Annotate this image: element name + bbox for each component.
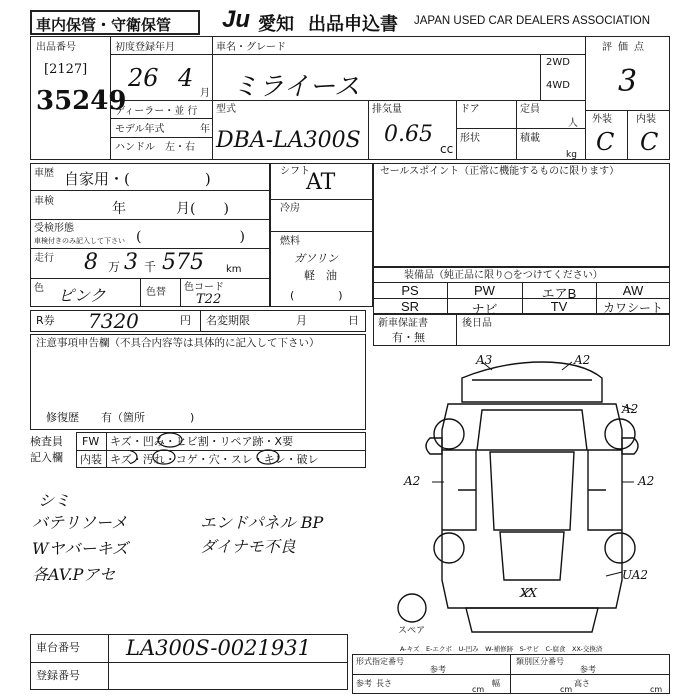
reg-month: 4 (178, 64, 194, 92)
diagram-ua2: UA2 (622, 568, 649, 582)
rating-score: 3 (618, 64, 638, 99)
equip-sr: SR (400, 299, 420, 314)
displacement-unit: cc (440, 142, 454, 156)
form-title: 出品申込書 (308, 14, 398, 34)
color-label: 色 (34, 283, 44, 294)
inspector-inner: 内装 (80, 453, 102, 466)
diagram-xx: XX (520, 586, 538, 600)
color-code-value: T22 (196, 292, 222, 307)
length-label: 長さ (376, 679, 392, 688)
inspection-month: 月( ) (176, 201, 229, 217)
inspector-label-1: 検査員 (30, 435, 63, 448)
note-line-6: 各AV.Pアセ (32, 565, 116, 584)
drive-2wd: 2WD (546, 57, 570, 68)
note-line-5: ダイナモ不良 (200, 537, 296, 556)
car-diagram (372, 350, 672, 650)
model-designation-label: 形式指定番号 (356, 657, 404, 666)
lot-label: 出品番号 (36, 42, 76, 53)
history-label: 車歴 (34, 168, 54, 179)
inspector-row-2: キズ・汚れ・コゲ・穴・スレ・キレ・破レ (110, 453, 319, 466)
chassis-value: LA300S-0021931 (126, 636, 311, 660)
category-label: 類別区分番号 (516, 657, 564, 666)
length-unit: cm (472, 685, 485, 694)
note-line-3: エンドパネル BP (200, 513, 324, 532)
fuel-gas: ガソリン (294, 252, 338, 265)
equip-tv: TV (550, 299, 568, 314)
handle-label: ハンドル 左・右 (115, 142, 195, 153)
notes-label: 注意事項申告欄（不具合内容等は具体的に記入して下さい） (36, 337, 320, 349)
association-name: JAPAN USED CAR DEALERS ASSOCIATION (414, 15, 651, 27)
mileage-sen-unit: 千 (144, 260, 157, 274)
inspector-label-2: 記入欄 (30, 451, 63, 464)
mileage-rest: 575 (162, 250, 204, 275)
shift-label: シフト (280, 166, 310, 177)
mileage-sen: 3 (124, 250, 138, 275)
equip-airbag: エアB (541, 286, 577, 301)
car-name-label: 車名・グレード (216, 42, 286, 53)
sales-points-block (373, 163, 670, 267)
drive-4wd: 4WD (546, 80, 570, 91)
warranty-label: 新車保証書 (378, 318, 428, 329)
reg-month-unit: 月 (200, 88, 210, 99)
diagram-a2-left: A2 (404, 474, 421, 488)
displacement-label: 排気量 (372, 104, 402, 115)
shape-label: 形状 (460, 133, 480, 144)
warranty-value: 有・無 (392, 331, 425, 344)
first-reg-label: 初度登録年月 (115, 42, 175, 53)
storage-label: 車内保管・守衛保管 (36, 17, 172, 34)
equip-navi: ナビ (471, 302, 498, 317)
color-change-label: 色替 (146, 287, 166, 298)
mileage-unit: km (226, 264, 242, 275)
name-change-day: 日 (348, 314, 359, 327)
mileage-man-unit: 万 (108, 260, 121, 274)
recycle-block (30, 310, 366, 332)
diagram-a2-front: A2 (574, 353, 591, 367)
model-year-unit: 年 (200, 124, 210, 135)
exterior-label: 外装 (592, 114, 612, 125)
sales-points-label: セールスポイント（正常に機能するものに限ります） (380, 166, 620, 177)
chassis-label: 車台番号 (36, 641, 80, 654)
equip-pw: PW (474, 283, 495, 298)
name-change-month: 月 (296, 314, 307, 327)
spare-label: スペア (398, 626, 426, 636)
car-name-value: ミライース (232, 72, 360, 102)
equip-ps: PS (401, 283, 419, 298)
storage-box (30, 10, 200, 35)
height-unit: cm (650, 685, 663, 694)
acceptance-label: 受検形態 (34, 223, 74, 234)
inspection-label: 車検 (34, 196, 54, 207)
model-label: 型式 (216, 104, 236, 115)
model-year-label: モデル年式 (115, 124, 165, 135)
color-code-label: 色コード (184, 282, 224, 293)
load-label: 積載 (520, 133, 540, 144)
reg-year: 26 (128, 64, 159, 92)
recycle-unit: 円 (180, 314, 191, 327)
model-designation-ref: 参考 (430, 665, 446, 674)
damage-legend: A-キズ E-エクボ U-凹み W-補修跡 S-サビ C-腐食 XX-交換済 (400, 645, 603, 653)
height-label: 高さ (574, 679, 590, 688)
recycle-label: R券 (36, 314, 55, 327)
equipment-label: 装備品（純正品に限り○をつけてください） (404, 270, 603, 281)
lot-sub-code: [2127] (44, 62, 88, 77)
exterior-value: C (596, 128, 615, 156)
inspection-year: 年 (112, 201, 126, 217)
note-line-2: バテリソーメ (32, 513, 128, 532)
repair-close: ) (190, 411, 195, 424)
note-line-4: Wヤバーキズ (32, 539, 129, 558)
later-label: 後日品 (462, 318, 492, 329)
load-unit: kg (566, 150, 577, 160)
fuel-label: 燃料 (280, 236, 300, 247)
diagram-a2-right-top: A2 (622, 402, 639, 416)
rating-label: 評価点 (602, 42, 650, 53)
recycle-value: 7320 (88, 309, 139, 333)
fuel-other: ( ) (290, 289, 343, 302)
logo-place: 愛知 (258, 14, 294, 34)
inspector-circles (130, 430, 370, 470)
inspector-fw: FW (82, 435, 100, 448)
diagram-a3-front: A3 (476, 353, 493, 367)
repair-label: 修復歴 有（箇所 (46, 411, 145, 424)
width-label: 幅 (492, 679, 500, 688)
capacity-label: 定員 (520, 104, 540, 115)
interior-value: C (640, 128, 659, 156)
name-change-label: 名変期限 (206, 314, 250, 327)
note-line-1: シミ (38, 491, 71, 510)
diagram-a2-right: A2 (638, 474, 655, 488)
dealer-label: ディーラー・並 行 (115, 106, 198, 117)
inspector-row-1: キズ・凹み・ヒビ割・リペア跡・X要 (110, 435, 294, 448)
lot-number: 35249 (36, 86, 127, 116)
logo-mark: Ju (222, 6, 251, 33)
capacity-unit: 人 (568, 118, 578, 129)
displacement-value: 0.65 (384, 122, 433, 147)
acceptance-paren: ( ) (136, 229, 245, 245)
reg-number-label: 登録番号 (36, 669, 80, 682)
equip-aw: AW (622, 283, 644, 298)
width-unit: cm (560, 685, 573, 694)
interior-label: 内装 (636, 114, 656, 125)
history-value: 自家用・( ) (64, 170, 211, 188)
footer-ref-3: 参考 (356, 679, 372, 688)
door-label: ドア (460, 104, 480, 115)
acceptance-note: 車検付きのみ記入して下さい (34, 237, 125, 245)
shift-value: AT (306, 170, 336, 195)
model-value: DBA-LA300S (216, 128, 361, 153)
mileage-man: 8 (84, 250, 98, 275)
mileage-label: 走行 (34, 253, 54, 264)
equip-leather: カワシート (602, 301, 663, 315)
cooler-label: 冷房 (280, 203, 300, 214)
fuel-diesel: 軽 油 (304, 269, 337, 282)
color-value: ピンク (58, 286, 106, 305)
category-ref: 参考 (580, 665, 596, 674)
